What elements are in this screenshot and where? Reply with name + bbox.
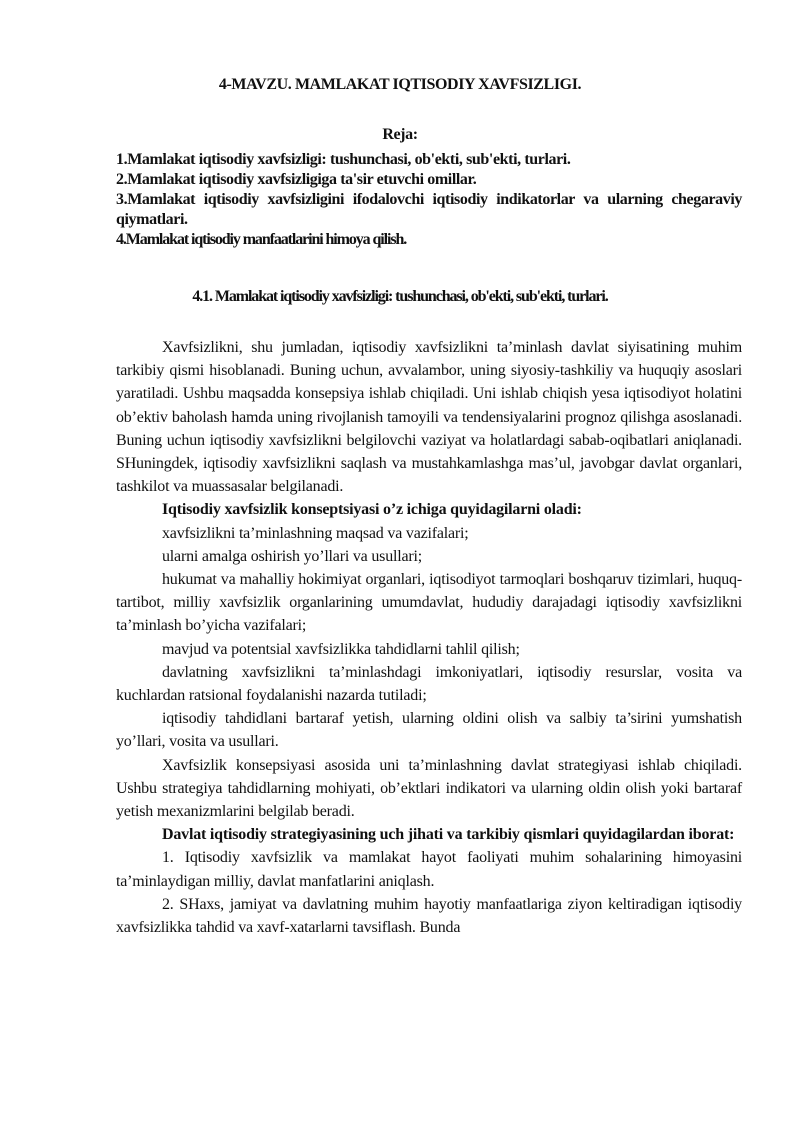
plan-list bbox=[116, 150, 742, 250]
list-item: ularni amalga oshirish yo’llari va usullari; bbox=[162, 547, 423, 565]
list-item: hukumat va mahalliy hokimiyat organlari, iqtisodiyot tarmoqlari boshqaruv tizimlari, huquq-tartibot, milliy xavfsizlik organlarining umumdavlat, hududiy darajadagi iqtisodiy xavfsizlikni ta’minlash bo’yicha vazifalari; bbox=[116, 571, 742, 635]
plan-item: 2.Mamlakat iqtisodiy xavfsizligiga ta'sir etuvchi omillar. bbox=[116, 171, 477, 188]
plan-heading: Reja: bbox=[382, 126, 418, 143]
list-item: iqtisodiy tahdidlani bartaraf yetish, ularning oldini olish va salbiy ta’sirini yumshatish yo’llari, vosita va usullari. bbox=[116, 710, 742, 751]
document-title: 4-MAVZU. MAMLAKAT IQTISODIY XAVFSIZLIGI. bbox=[218, 76, 582, 93]
list-item: davlatning xavfsizlikni ta’minlashdagi imkoniyatlari, iqtisodiy resurslar, vosita va kuchlardan ratsional foydalanishi nazarda tutiladi; bbox=[116, 663, 742, 705]
section-heading: 4.1. Mamlakat iqtisodiy xavfsizligi: tushunchasi, ob'ekti, sub'ekti, turlari. bbox=[192, 288, 608, 305]
paragraph: Xavfsizlikni, shu jumladan, iqtisodiy xavfsizlikni ta’minlash davlat siyisatining muhim tarkibiy qismi hisoblanadi. Buning uchun, avvalambor, uning siyosiy-tashkiliy va huquqiy asoslari yaratiladi. Ushbu maqsadda konsepsiya ishlab chiqiladi. Uni ishlab chiqish yesa iqtisodiyot holatini ob’ektiv baholash hamda uning rivojlanish tamoyili va tendensiyalarini prognoz qilishga asoslanadi. Buning uchun iqtisodiy xavfsizlikni belgilovchi vaziyat va holatlardagi sabab-oqibatlari aniqlanadi. SHuningdek, iqtisodiy xavfsizlikni saqlash va mustahkamlashga mas’ul, javobgar davlat organlari, tashkilot va muassasalar belgilanadi. bbox=[116, 339, 742, 496]
paragraph: Xavfsizlik konsepsiyasi asosida uni ta’minlashning davlat strategiyasi ishlab chiqiladi. Ushbu strategiya tahdidlarning mohiyati, ob’ektlari indikatori va ularning oldin olish yoki bartaraf yetish mexanizmlarini belgilab beradi. bbox=[116, 756, 742, 821]
list-item: xavfsizlikni ta’minlashning maqsad va vazifalari; bbox=[162, 524, 469, 542]
body-text bbox=[116, 336, 742, 939]
numbered-item: 2. SHaxs, jamiyat va davlatning muhim hayotiy manfaatlariga ziyon keltiradigan iqtisodiy xavfsizlikka tahdid va xavf-xatarlarni tavsiflash. Bunda bbox=[116, 895, 742, 937]
list-item: mavjud va potentsial xavfsizlikka tahdidlarni tahlil qilish; bbox=[162, 640, 520, 658]
numbered-item: 1. Iqtisodiy xavfsizlik va mamlakat hayot faoliyati muhim sohalarining himoyasini ta’minlaydigan milliy, davlat manfatlarini aniqlash. bbox=[116, 849, 742, 890]
paragraph-heading: Davlat iqtisodiy strategiyasining uch jihati va tarkibiy qismlari quyidagilardan iborat: bbox=[162, 826, 735, 844]
plan-item: 4.Mamlakat iqtisodiy manfaatlarini himoya qilish. bbox=[116, 231, 407, 248]
plan-item: 3.Mamlakat iqtisodiy xavfsizligini ifodalovchi iqtisodiy indikatorlar va ularning chegaraviy qiymatlari. bbox=[116, 191, 742, 228]
paragraph-heading: Iqtisodiy xavfsizlik konseptsiyasi o’z ichiga quyidagilarni oladi: bbox=[162, 501, 582, 519]
plan-item: 1.Mamlakat iqtisodiy xavfsizligi: tushunchasi, ob'ekti, sub'ekti, turlari. bbox=[116, 151, 571, 168]
